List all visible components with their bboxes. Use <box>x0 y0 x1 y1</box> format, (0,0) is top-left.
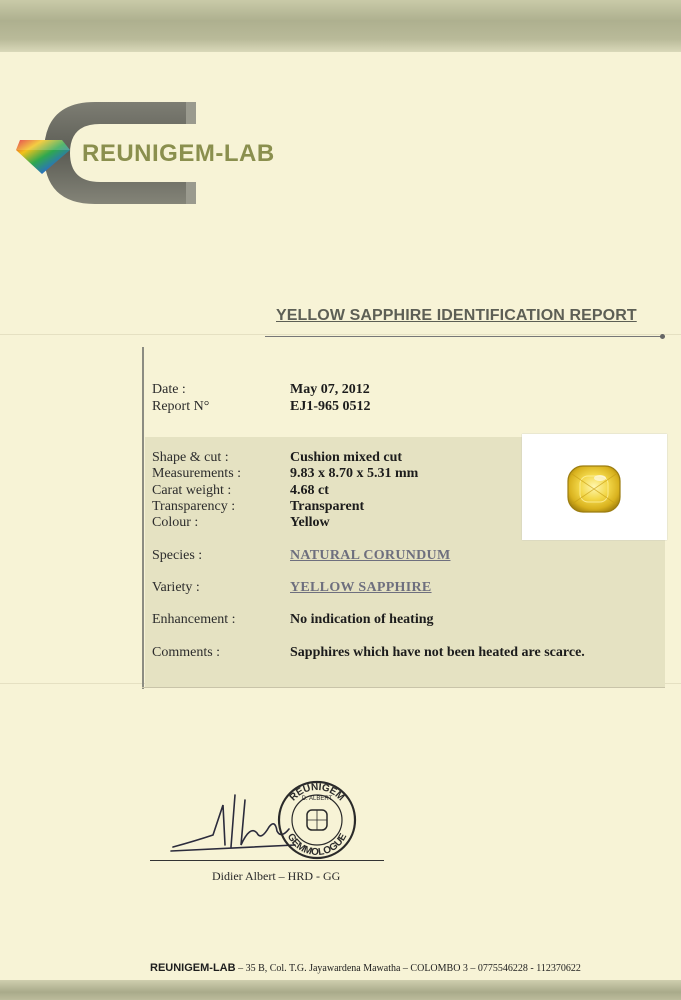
field-value-variety: YELLOW SAPPHIRE <box>290 580 432 595</box>
left-vertical-rule <box>142 347 144 689</box>
field-value-transparency: Transparent <box>290 499 365 514</box>
field-value-comments: Sapphires which have not been heated are scarce. <box>290 645 585 660</box>
footer-address-text: – 35 B, Col. T.G. Jayawardena Mawatha – COLOMBO 3 – 0775546228 - 112370622 <box>235 963 581 974</box>
title-rule-end-dot <box>660 334 665 339</box>
signature-and-stamp <box>165 775 395 865</box>
stamp-bottom-text: GEMMOLOGUE <box>284 831 350 859</box>
field-value-species: NATURAL CORUNDUM <box>290 548 451 563</box>
field-label-species: Species : <box>152 548 203 563</box>
top-decorative-band <box>0 0 681 52</box>
gemmologue-stamp <box>279 782 355 858</box>
rainbow-gem-icon <box>14 138 74 176</box>
field-label-report-number: Report N° <box>152 399 210 414</box>
handwritten-signature <box>171 795 295 851</box>
field-label-enhancement: Enhancement : <box>152 612 236 627</box>
field-value-shape-cut: Cushion mixed cut <box>290 450 403 465</box>
field-label-transparency: Transparency : <box>152 499 236 514</box>
signer-name: Didier Albert – HRD - GG <box>212 869 341 883</box>
field-label-date: Date : <box>152 382 186 397</box>
lab-name-logo-text: REUNIGEM-LAB <box>82 140 275 167</box>
field-label-shape-cut: Shape & cut : <box>152 450 229 465</box>
field-label-colour: Colour : <box>152 515 199 530</box>
bottom-decorative-band <box>0 980 681 1000</box>
paper-fold-line <box>0 334 681 335</box>
yellow-sapphire-image <box>522 434 667 540</box>
footer-address <box>150 962 581 974</box>
field-label-variety: Variety : <box>152 580 200 595</box>
field-value-carat-weight: 4.68 ct <box>290 483 329 498</box>
field-value-date: May 07, 2012 <box>290 382 370 397</box>
stamp-name-text: D. ALBERT <box>301 796 333 802</box>
field-value-measurements: 9.83 x 8.70 x 5.31 mm <box>290 466 419 481</box>
field-value-colour: Yellow <box>290 515 330 530</box>
title-underline-rule <box>265 336 665 337</box>
field-label-carat-weight: Carat weight : <box>152 483 232 498</box>
signature-line <box>150 860 384 861</box>
field-value-enhancement: No indication of heating <box>290 612 434 627</box>
stamp-top-text: REUNIGEM <box>287 781 347 804</box>
panel-bottom-rule <box>142 687 665 688</box>
gemstone-photo <box>522 434 667 540</box>
field-value-report-number: EJ1-965 0512 <box>290 399 371 414</box>
field-label-comments: Comments : <box>152 645 221 660</box>
field-label-measurements: Measurements : <box>152 466 242 481</box>
report-title: YELLOW SAPPHIRE IDENTIFICATION REPORT <box>276 307 637 324</box>
footer-brand: REUNIGEM-LAB <box>150 962 236 974</box>
